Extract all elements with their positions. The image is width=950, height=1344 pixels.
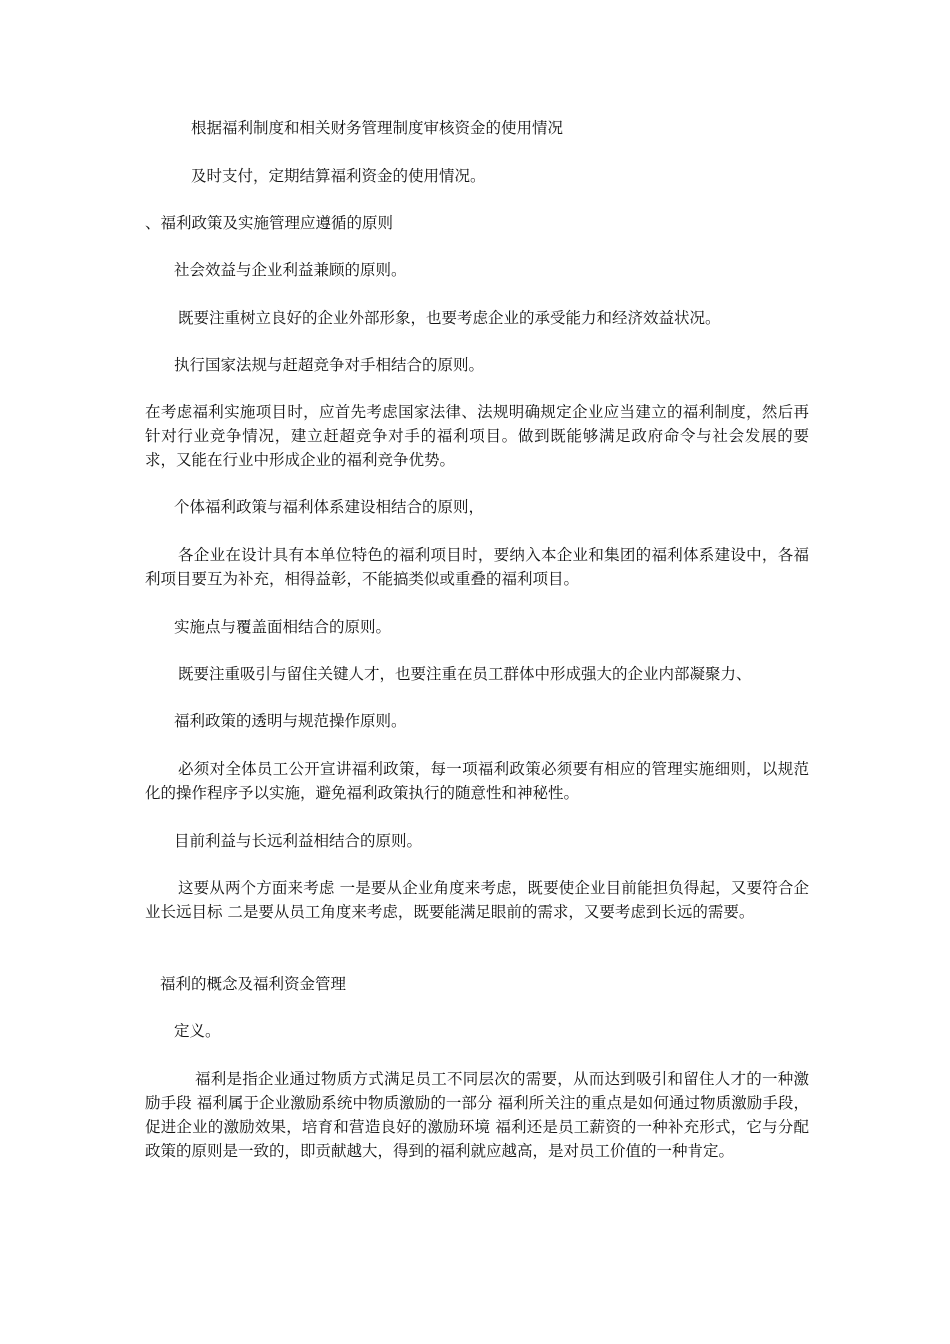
- principle-heading-point-coverage: 实施点与覆盖面相结合的原则。: [174, 618, 392, 636]
- paragraph-transparency-body: 必须对全体员工公开宣讲福利政策，每一项福利政策必须要有相应的管理实施细则，以规范化的操作程序予以实施，避免福利政策执行的随意性和神秘性。: [145, 760, 809, 802]
- paragraph-point-coverage-body: 既要注重吸引与留住关键人才，也要注重在员工群体中形成强大的企业内部凝聚力、: [178, 665, 752, 683]
- subheading-definition: 定义。: [174, 1022, 221, 1040]
- paragraph-current-long-term-body: 这要从两个方面来考虑 一是要从企业角度来考虑，既要使企业目前能担负得起，又要符合企业长远目标 二是要从员工角度来考虑，既要能满足眼前的需求，又要考虑到长远的需要。: [145, 879, 809, 921]
- principle-heading-transparency: 福利政策的透明与规范操作原则。: [174, 712, 407, 730]
- paragraph-individual-system-body: 各企业在设计具有本单位特色的福利项目时，要纳入本企业和集团的福利体系建设中，各福利项目要互为补充，相得益彰，不能搞类似或重叠的福利项目。: [145, 546, 809, 588]
- principle-heading-national-law: 执行国家法规与赶超竞争对手相结合的原则。: [174, 356, 485, 374]
- paragraph-social-benefit-body: 既要注重树立良好的企业外部形象，也要考虑企业的承受能力和经济效益状况。: [178, 309, 721, 327]
- paragraph-national-law-body: 在考虑福利实施项目时，应首先考虑国家法律、法规明确规定企业应当建立的福利制度，然后再针对行业竞争情况，建立赶超竞争对手的福利项目。做到既能够满足政府命令与社会发展的要求，又能在行业中形成企业的福利竞争优势。: [145, 403, 809, 469]
- section-heading-welfare-concept: 福利的概念及福利资金管理: [160, 975, 347, 993]
- paragraph-timely-payment: 及时支付，定期结算福利资金的使用情况。: [191, 167, 486, 185]
- paragraph-definition-body: 福利是指企业通过物质方式满足员工不同层次的需要，从而达到吸引和留住人才的一种激励手段 福利属于企业激励系统中物质激励的一部分 福利所关注的重点是如何通过物质激励手段，促进企业的激励效果，培育和营造良好的激励环境 福利还是员工薪资的一种补充形式，它与分配政策的原则是一致的，即贡献越大，得到的福利就应越高，是对员工价值的一种肯定。: [145, 1070, 809, 1160]
- principle-heading-individual-system: 个体福利政策与福利体系建设相结合的原则，: [174, 498, 485, 516]
- section-heading-principles: 、福利政策及实施管理应遵循的原则: [145, 214, 394, 232]
- paragraph-fund-audit: 根据福利制度和相关财务管理制度审核资金的使用情况: [191, 119, 564, 137]
- principle-heading-current-long-term: 目前利益与长远利益相结合的原则。: [174, 832, 423, 850]
- principle-heading-social-benefit: 社会效益与企业利益兼顾的原则。: [174, 261, 407, 279]
